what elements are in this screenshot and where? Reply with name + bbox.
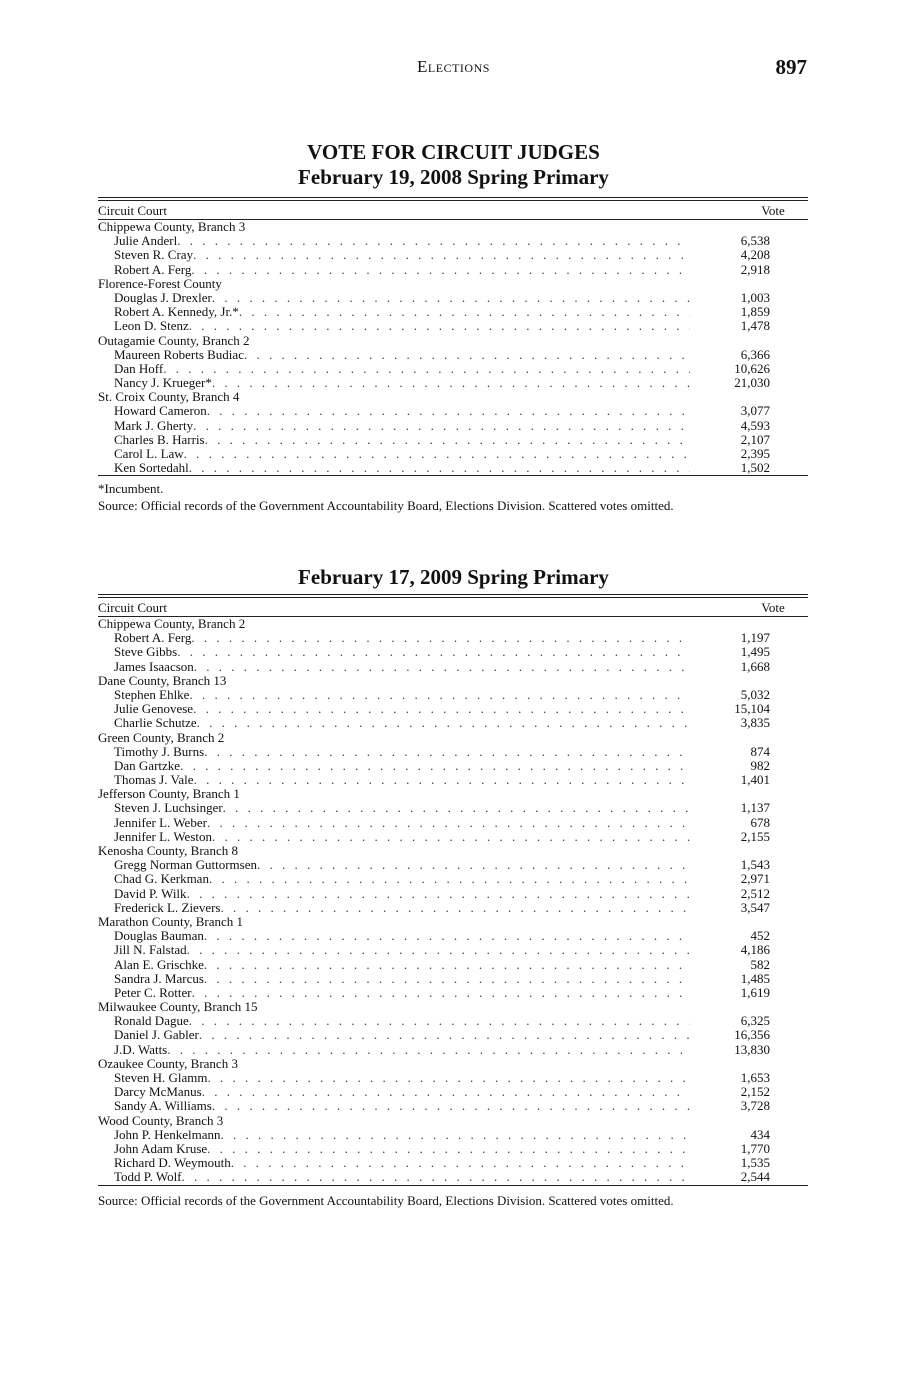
col-header-vote: Vote — [761, 600, 785, 615]
vote-count: 3,547 — [740, 899, 770, 915]
section1-subtitle: February 19, 2008 Spring Primary — [298, 165, 609, 189]
candidate-name: Jennifer L. Weber — [114, 814, 207, 830]
court-group-heading: Florence-Forest County — [98, 275, 222, 291]
vote-count: 1,478 — [740, 318, 770, 334]
table-row — [98, 745, 808, 759]
candidate-name: Robert A. Kennedy, Jr.* — [114, 304, 239, 320]
court-group-heading: Chippewa County, Branch 3 — [98, 219, 246, 234]
dot-leader — [207, 404, 690, 418]
col-header-vote: Vote — [761, 203, 785, 218]
vote-count: 1,401 — [740, 772, 770, 788]
dot-leader — [191, 631, 690, 645]
candidate-name: Steven R. Cray — [114, 247, 194, 263]
candidate-name: Steve Gibbs — [114, 644, 178, 660]
table-row — [98, 419, 808, 433]
table-row — [98, 816, 808, 830]
court-group-heading: Marathon County, Branch 1 — [98, 913, 244, 929]
court-group-heading: Ozaukee County, Branch 3 — [98, 1055, 238, 1071]
vote-count: 1,859 — [740, 304, 770, 320]
table-row — [98, 433, 808, 447]
dot-leader — [202, 1085, 690, 1099]
court-group-heading: Green County, Branch 2 — [98, 729, 225, 745]
vote-count: 6,538 — [740, 233, 770, 249]
table-row — [98, 958, 808, 972]
dot-leader — [212, 830, 690, 844]
candidate-name: Sandra J. Marcus — [114, 970, 204, 986]
vote-count: 10,626 — [734, 360, 770, 376]
candidate-name: Jennifer L. Weston — [114, 828, 212, 844]
vote-count: 434 — [750, 1126, 770, 1142]
candidate-name: Stephen Ehlke — [114, 686, 190, 702]
table-row — [98, 872, 808, 886]
table-body — [98, 220, 808, 475]
candidate-name: Chad G. Kerkman — [114, 871, 209, 887]
table-row — [98, 447, 808, 461]
dot-leader — [189, 688, 690, 702]
dot-leader — [192, 986, 690, 1000]
candidate-name: Richard D. Weymouth — [114, 1155, 231, 1171]
court-group-heading: Milwaukee County, Branch 15 — [98, 999, 258, 1015]
candidate-name: Sandy A. Williams — [114, 1098, 212, 1114]
table-header — [98, 201, 808, 219]
dot-leader — [223, 801, 690, 815]
vote-count: 4,593 — [740, 417, 770, 433]
candidate-name: Jill N. Falstad — [114, 942, 187, 958]
table-bottom-rule — [98, 1185, 808, 1186]
table-row — [98, 461, 808, 475]
candidate-name: Dan Hoff — [114, 360, 164, 376]
candidate-name: Charlie Schutze — [114, 715, 197, 731]
table-row — [98, 929, 808, 943]
dot-leader — [189, 319, 690, 333]
dot-leader — [189, 1014, 690, 1028]
dot-leader — [187, 943, 690, 957]
table-row — [98, 830, 808, 844]
dot-leader — [231, 1156, 690, 1170]
table-row — [98, 702, 808, 716]
table-row — [98, 319, 808, 333]
candidate-name: Maureen Roberts Budiac — [114, 346, 244, 362]
table-row — [98, 1128, 808, 1142]
vote-count: 2,971 — [740, 871, 770, 887]
table-row — [98, 759, 808, 773]
vote-count: 1,668 — [740, 658, 770, 674]
table-row — [98, 348, 808, 362]
candidate-name: Carol L. Law — [114, 446, 184, 461]
vote-count: 1,137 — [740, 800, 770, 816]
candidate-name: James Isaacson — [114, 658, 194, 674]
dot-leader — [204, 972, 690, 986]
candidate-name: Howard Cameron — [114, 403, 207, 419]
candidate-name: John Adam Kruse — [114, 1140, 208, 1156]
dot-leader — [207, 1142, 690, 1156]
candidate-name: Nancy J. Krueger* — [114, 375, 212, 391]
dot-leader — [205, 433, 690, 447]
candidate-name: Ken Sortedahl — [114, 460, 189, 476]
vote-count: 2,107 — [740, 431, 770, 447]
source-note-2008: Source: Official records of the Government Accountability Board, Elections Division. Scattered votes omitted. — [98, 498, 674, 513]
vote-count: 2,395 — [740, 446, 770, 461]
page-number: 897 — [775, 55, 807, 79]
dot-leader — [194, 660, 690, 674]
vote-count: 2,152 — [740, 1084, 770, 1100]
table-row — [98, 986, 808, 1000]
dot-leader — [204, 745, 690, 759]
candidate-name: Alan E. Grischke — [114, 956, 204, 972]
court-group-heading: St. Croix County, Branch 4 — [98, 389, 240, 405]
candidate-name: Julie Anderl — [114, 233, 178, 249]
vote-count: 3,728 — [740, 1098, 770, 1114]
dot-leader — [220, 901, 690, 915]
table-row — [98, 660, 808, 674]
vote-count: 16,356 — [734, 1027, 770, 1043]
candidate-name: Daniel J. Gabler — [114, 1027, 199, 1043]
vote-count: 1,770 — [740, 1140, 770, 1156]
dot-leader — [193, 419, 690, 433]
vote-count: 874 — [750, 743, 770, 759]
candidate-name: David P. Wilk — [114, 885, 187, 901]
court-group-heading: Chippewa County, Branch 2 — [98, 616, 246, 631]
vote-count: 3,835 — [740, 715, 770, 731]
table-row — [98, 248, 808, 262]
vote-count: 3,077 — [740, 403, 770, 419]
candidate-name: Gregg Norman Guttormsen — [114, 857, 257, 873]
candidate-name: Ronald Dague — [114, 1013, 189, 1029]
dot-leader — [177, 234, 690, 248]
table-row — [98, 716, 808, 730]
vote-count: 5,032 — [740, 686, 770, 702]
vote-count: 678 — [750, 814, 770, 830]
court-group-heading: Jefferson County, Branch 1 — [98, 786, 240, 802]
dot-leader — [193, 702, 690, 716]
running-head-title: Elections — [417, 57, 490, 76]
dot-leader — [184, 447, 690, 461]
table-row — [98, 645, 808, 659]
table-row — [98, 376, 808, 390]
table-row — [98, 887, 808, 901]
results-table-2009 — [98, 594, 808, 1186]
vote-count: 1,197 — [740, 630, 770, 646]
candidate-name: Steven J. Luchsinger — [114, 800, 223, 816]
table-header — [98, 598, 808, 616]
vote-count: 2,918 — [740, 261, 770, 277]
table-row — [98, 1043, 808, 1057]
table-row — [98, 858, 808, 872]
table-row — [98, 362, 808, 376]
dot-leader — [212, 1099, 690, 1113]
candidate-name: John P. Henkelmann — [114, 1126, 221, 1142]
table-row — [98, 1099, 808, 1113]
candidate-name: J.D. Watts — [114, 1041, 168, 1057]
table-row — [98, 1071, 808, 1085]
vote-count: 1,003 — [740, 289, 770, 305]
dot-leader — [167, 1043, 690, 1057]
court-group-heading: Wood County, Branch 3 — [98, 1112, 224, 1128]
vote-count: 6,366 — [740, 346, 770, 362]
vote-count: 582 — [750, 956, 770, 972]
footnote-incumbent: *Incumbent. — [98, 481, 164, 496]
vote-count: 6,325 — [740, 1013, 770, 1029]
table-row — [98, 305, 808, 319]
table-row — [98, 1085, 808, 1099]
dot-leader — [191, 263, 690, 277]
dot-leader — [180, 759, 690, 773]
vote-count: 4,186 — [740, 942, 770, 958]
vote-count: 4,208 — [740, 247, 770, 263]
dot-leader — [189, 461, 690, 475]
dot-leader — [187, 887, 690, 901]
table-row — [98, 1170, 808, 1184]
vote-count: 2,544 — [740, 1169, 770, 1185]
table-row — [98, 943, 808, 957]
candidate-name: Douglas Bauman — [114, 928, 204, 944]
dot-leader — [212, 291, 690, 305]
candidate-name: Leon D. Stenz — [114, 318, 189, 334]
candidate-name: Todd P. Wolf — [114, 1169, 182, 1185]
dot-leader — [194, 773, 690, 787]
dot-leader — [204, 929, 690, 943]
dot-leader — [209, 872, 690, 886]
table-row — [98, 631, 808, 645]
section2-subtitle: February 17, 2009 Spring Primary — [298, 565, 609, 589]
dot-leader — [221, 1128, 690, 1142]
table-row — [98, 1014, 808, 1028]
table-row — [98, 404, 808, 418]
vote-count: 1,619 — [740, 984, 770, 1000]
vote-count: 1,495 — [740, 644, 770, 660]
col-header-circuit-court: Circuit Court — [98, 600, 167, 615]
vote-count: 1,502 — [740, 460, 770, 476]
candidate-name: Peter C. Rotter — [114, 984, 192, 1000]
table-row — [98, 263, 808, 277]
dot-leader — [208, 1071, 690, 1085]
table-row — [98, 1142, 808, 1156]
candidate-name: Robert A. Ferg — [114, 630, 192, 646]
vote-count: 1,535 — [740, 1155, 770, 1171]
table-body — [98, 617, 808, 1185]
table-row — [98, 773, 808, 787]
dot-leader — [204, 958, 690, 972]
candidate-name: Thomas J. Vale — [114, 772, 194, 788]
dot-leader — [257, 858, 690, 872]
candidate-name: Douglas J. Drexler — [114, 289, 212, 305]
candidate-name: Robert A. Ferg — [114, 261, 192, 277]
candidate-name: Timothy J. Burns — [114, 743, 205, 759]
dot-leader — [199, 1028, 690, 1042]
col-header-circuit-court: Circuit Court — [98, 203, 167, 218]
candidate-name: Steven H. Glamm — [114, 1070, 208, 1085]
table-bottom-rule — [98, 475, 808, 476]
source-note-2009: Source: Official records of the Government Accountability Board, Elections Division. Scattered votes omitted. — [98, 1193, 674, 1208]
vote-count: 2,155 — [740, 828, 770, 844]
candidate-name: Dan Gartzke — [114, 757, 181, 773]
dot-leader — [244, 348, 690, 362]
dot-leader — [177, 645, 690, 659]
section-title: VOTE FOR CIRCUIT JUDGES — [307, 140, 600, 164]
dot-leader — [182, 1170, 690, 1184]
vote-count: 13,830 — [734, 1041, 770, 1057]
court-group-heading: Outagamie County, Branch 2 — [98, 332, 250, 348]
court-group-heading: Dane County, Branch 13 — [98, 672, 227, 688]
table-row — [98, 972, 808, 986]
dot-leader — [193, 248, 690, 262]
results-table-2008 — [98, 197, 808, 476]
vote-count: 1,653 — [740, 1070, 770, 1085]
table-row — [98, 291, 808, 305]
candidate-name: Charles B. Harris — [114, 431, 205, 447]
table-row — [98, 901, 808, 915]
dot-leader — [212, 376, 690, 390]
candidate-name: Darcy McManus — [114, 1084, 202, 1100]
candidate-name: Frederick L. Zievers — [114, 899, 221, 915]
dot-leader — [197, 716, 690, 730]
court-group-heading: Kenosha County, Branch 8 — [98, 843, 238, 858]
vote-count: 452 — [750, 928, 770, 944]
vote-count: 1,543 — [740, 857, 770, 873]
dot-leader — [239, 305, 690, 319]
table-row — [98, 234, 808, 248]
vote-count: 21,030 — [734, 375, 770, 391]
table-row — [98, 1156, 808, 1170]
vote-count: 2,512 — [740, 885, 770, 901]
table-row — [98, 688, 808, 702]
dot-leader — [207, 816, 690, 830]
vote-count: 15,104 — [734, 701, 770, 717]
dot-leader — [163, 362, 690, 376]
table-row — [98, 801, 808, 815]
candidate-name: Mark J. Gherty — [114, 417, 194, 433]
running-head — [0, 55, 907, 81]
vote-count: 1,485 — [740, 970, 770, 986]
candidate-name: Julie Genovese — [114, 701, 194, 717]
table-row — [98, 1028, 808, 1042]
vote-count: 982 — [750, 757, 770, 773]
